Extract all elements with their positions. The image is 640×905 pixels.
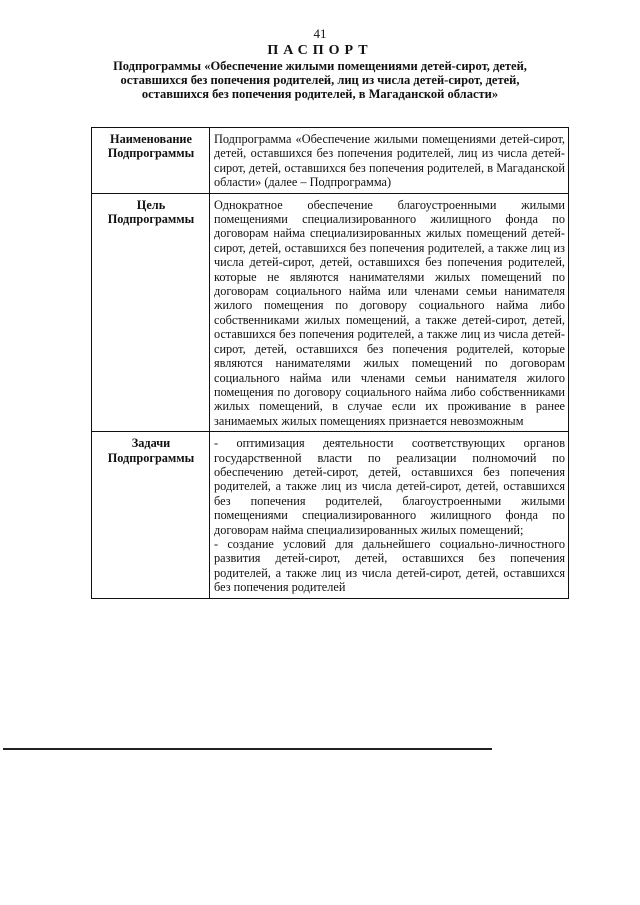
row-text: Однократное обеспечение благоустроенными жилыми помещениями специализированного жилищного фонда по договорам найма специализированных жилых помещений детей-сирот, детей, оставшихся без попечения родителей, а также лиц из числа детей-сирот, детей, оставшихся без попечения родителей, которые не являются нанимателями жилых помещений по договорам социального найма или членами семьи нанимателя жилого помещения по договору социального найма либо собственниками жилых помещений, а также детей-сирот, детей, оставшихся без попечения родителей, а также лиц из числа детей-сирот, детей, оставшихся без попечения родителей, которые являются нанимателями жилых помещений по договорам социального найма или членами семьи нанимателя жилого помещения по договору социального найма либо собственниками жилых помещений, в случае если их проживание в ранее занимаемых жилых помещениях признается невозможным	[210, 193, 569, 432]
page-title: ПАСПОРТ	[267, 43, 373, 58]
row-label: Задачи Подпрограммы	[92, 432, 210, 598]
row-label: Цель Подпрограммы	[92, 193, 210, 432]
row-text: Подпрограмма «Обеспечение жилыми помещениями детей-сирот, детей, оставшихся без попечения родителей, лиц из числа детей-сирот, детей, оставшихся без попечения родителей, в Магаданской области» (далее – Подпрограмма)	[210, 128, 569, 194]
table-row-tasks	[92, 432, 569, 598]
row-text: - оптимизация деятельности соответствующих органов государственной власти по реализации полномочий по обеспечению детей-сирот, детей, оставшихся без попечения родителей, а также лиц из числа детей-сирот, детей, оставшихся без попечения родителей, благоустроенными жилыми помещениями специализированного жилищного фонда по договорам найма специализированных жилых помещений; - создание условий для дальнейшего социально-личностного развития детей-сирот, детей, оставшихся без попечения родителей, а также лиц из числа детей-сирот, детей, оставшихся без попечения родителей	[210, 432, 569, 598]
table-row-goal	[92, 193, 569, 432]
page-number: 41	[313, 26, 327, 41]
passport-table	[91, 127, 569, 599]
row-label: Наименование Подпрограммы	[92, 128, 210, 194]
document-subtitle: Подпрограммы «Обеспечение жилыми помещениями детей-сирот, детей, оставшихся без попечения родителей, лиц из числа детей-сирот, детей, оставшихся без попечения родителей, в Магаданской области»	[113, 59, 527, 101]
table-row-name	[92, 128, 569, 194]
footer-divider	[3, 748, 492, 750]
